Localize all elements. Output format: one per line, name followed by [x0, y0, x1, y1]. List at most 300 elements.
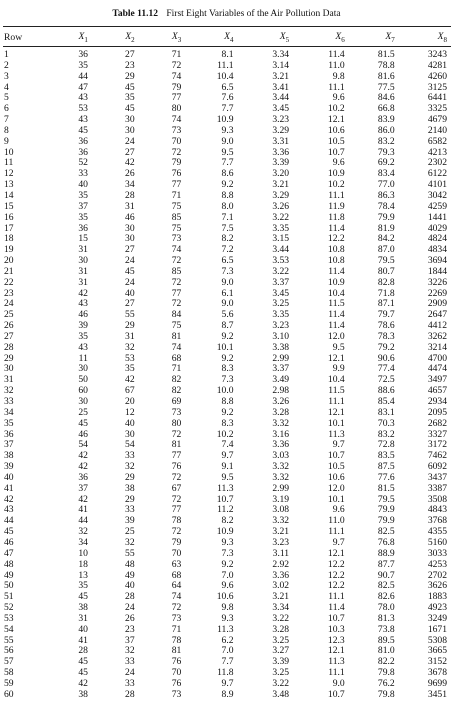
data-cell: 30 [125, 428, 135, 440]
data-cell: 75 [171, 320, 182, 332]
data-cell: 7.7 [221, 157, 234, 169]
data-cell: 76 [171, 168, 182, 180]
data-cell: 74 [171, 244, 182, 256]
data-cell: 75 [171, 200, 182, 212]
data-cell: 3694 [427, 255, 447, 267]
data-cell: 10.6 [216, 591, 234, 603]
data-cell: 90.6 [377, 352, 395, 364]
data-cell: 39 [78, 320, 88, 332]
data-cell: 69 [171, 396, 182, 407]
data-cell: 7.3 [221, 265, 234, 277]
data-cell: 10.5 [327, 461, 345, 473]
data-cell: 12.1 [327, 352, 345, 364]
data-cell: 7.4 [221, 439, 234, 451]
data-cell: 7462 [427, 450, 447, 462]
data-cell: 24 [125, 135, 135, 147]
data-cell: 73 [171, 612, 182, 624]
data-cell: 11.3 [217, 623, 234, 635]
data-cell: 12.2 [327, 569, 345, 581]
data-cell: 33 [125, 677, 135, 689]
data-cell: 10 [78, 547, 88, 559]
data-cell: 30 [78, 396, 88, 407]
data-cell: 8.8 [221, 396, 234, 407]
row-number-cell: 60 [4, 688, 14, 700]
data-cell: 8.7 [221, 320, 234, 332]
table-row [3, 484, 451, 495]
data-cell: 77.4 [377, 363, 395, 375]
data-cell: 31 [78, 612, 88, 624]
data-cell: 69.2 [377, 157, 395, 169]
row-number-cell: 56 [4, 645, 14, 657]
column-header-x6: $X_6$ [335, 30, 345, 44]
data-cell: 9.6 [332, 157, 345, 169]
data-cell: 9.5 [221, 146, 234, 158]
table-row [3, 278, 451, 289]
data-cell: 88.6 [377, 385, 395, 397]
data-cell: 7.3 [221, 547, 234, 559]
data-cell: 82.2 [377, 656, 395, 668]
data-cell: 3437 [427, 471, 447, 483]
data-cell: 72 [171, 471, 182, 483]
data-cell: 28 [125, 688, 135, 700]
data-cell: 3.02 [272, 580, 290, 592]
data-cell: 3.36 [272, 146, 290, 158]
row-number-cell: 51 [4, 591, 14, 603]
row-number-cell: 54 [4, 623, 14, 635]
data-cell: 84.6 [377, 92, 395, 104]
table-title: First Eight Variables of the Air Pollution Data [166, 9, 341, 19]
data-cell: 86.0 [377, 124, 395, 136]
data-cell: 36 [78, 146, 88, 158]
data-cell: 3.45 [272, 287, 290, 299]
row-number-cell: 4 [4, 81, 9, 93]
data-cell: 82 [171, 374, 182, 386]
data-cell: 12.1 [327, 114, 345, 126]
data-cell: 85 [171, 265, 182, 277]
data-cell: 9.1 [221, 461, 234, 473]
data-cell: 12.1 [327, 645, 345, 657]
data-cell: 9.2 [221, 352, 234, 364]
row-number-cell: 37 [4, 439, 14, 451]
data-cell: 27 [125, 146, 135, 158]
data-cell: 10.7 [327, 146, 345, 158]
data-cell: 32 [125, 461, 135, 473]
data-cell: 2702 [427, 569, 447, 581]
data-cell: 72 [171, 526, 182, 538]
row-number-cell: 21 [4, 265, 14, 277]
data-cell: 77 [171, 450, 182, 462]
data-cell: 8.2 [221, 515, 234, 527]
data-cell: 1883 [427, 591, 447, 603]
data-cell: 3.53 [272, 255, 290, 267]
row-number-cell: 19 [4, 244, 14, 256]
data-cell: 86.3 [377, 189, 395, 201]
data-cell: 77.6 [377, 471, 395, 483]
data-cell: 3.25 [272, 667, 290, 679]
data-cell: 10.0 [216, 385, 234, 397]
data-cell: 3.08 [272, 504, 290, 516]
row-number-cell: 53 [4, 612, 14, 624]
data-cell: 11.9 [328, 200, 345, 212]
row-number-cell: 34 [4, 406, 14, 418]
data-cell: 24 [125, 276, 135, 288]
air-pollution-table [3, 30, 451, 701]
data-cell: 3.29 [272, 189, 290, 201]
row-number-cell: 1 [4, 49, 9, 60]
data-cell: 3.29 [272, 124, 290, 136]
data-cell: 3.49 [272, 374, 290, 386]
row-number-cell: 17 [4, 222, 14, 234]
data-cell: 13 [78, 569, 88, 581]
data-cell: 9.5 [221, 471, 234, 483]
row-number-cell: 27 [4, 330, 14, 342]
row-number-cell: 3 [4, 70, 9, 82]
data-cell: 11.3 [328, 656, 345, 668]
data-cell: 33 [78, 168, 88, 180]
data-cell: 60 [78, 385, 88, 397]
data-cell: 9.2 [221, 179, 234, 191]
data-cell: 54 [78, 439, 88, 451]
data-cell: 10.9 [327, 168, 345, 180]
data-cell: 78.0 [377, 602, 395, 614]
data-cell: 10.4 [327, 287, 345, 299]
data-cell: 10.9 [327, 276, 345, 288]
data-cell: 4824 [427, 233, 447, 245]
data-cell: 4355 [427, 526, 447, 538]
data-cell: 10.9 [216, 526, 234, 538]
data-cell: 82.5 [377, 580, 395, 592]
data-cell: 3.26 [272, 200, 290, 212]
data-cell: 3.21 [272, 526, 290, 538]
row-number-cell: 45 [4, 526, 14, 538]
data-cell: 6.1 [221, 287, 234, 299]
data-cell: 72 [171, 298, 182, 310]
data-cell: 81.9 [377, 222, 395, 234]
data-cell: 10.1 [327, 493, 345, 505]
data-cell: 6092 [427, 461, 447, 473]
data-cell: 4253 [427, 558, 447, 570]
data-cell: 25 [125, 526, 135, 538]
row-number-cell: 12 [4, 168, 14, 180]
data-cell: 50 [78, 374, 88, 386]
data-cell: 42 [78, 450, 88, 462]
data-cell: 29 [125, 70, 135, 82]
data-cell: 3.32 [272, 417, 290, 429]
data-cell: 3.14 [272, 59, 290, 71]
data-cell: 45 [78, 417, 88, 429]
data-cell: 42 [78, 461, 88, 473]
data-cell: 3.32 [272, 461, 290, 473]
data-cell: 8.8 [221, 189, 234, 201]
data-cell: 72 [171, 276, 182, 288]
data-cell: 74 [171, 114, 182, 126]
data-cell: 3.23 [272, 536, 290, 548]
data-cell: 3387 [427, 482, 447, 494]
data-cell: 9699 [427, 677, 447, 689]
data-cell: 5160 [427, 536, 447, 548]
data-cell: 20 [125, 396, 135, 407]
data-cell: 73 [171, 233, 182, 245]
data-cell: 12.0 [327, 482, 345, 494]
data-cell: 82 [171, 385, 182, 397]
data-cell: 25 [78, 406, 88, 418]
row-number-cell: 14 [4, 189, 14, 201]
data-cell: 11.1 [328, 591, 345, 603]
data-cell: 70 [171, 135, 182, 147]
data-cell: 11.3 [328, 428, 345, 440]
data-cell: 3327 [427, 428, 447, 440]
data-cell: 32 [125, 645, 135, 657]
data-cell: 5308 [427, 634, 447, 646]
data-cell: 15 [78, 233, 88, 245]
data-cell: 9.9 [332, 363, 345, 375]
data-cell: 2909 [427, 298, 447, 310]
data-cell: 55 [125, 547, 135, 559]
data-cell: 7.3 [221, 374, 234, 386]
data-cell: 7.2 [221, 244, 234, 256]
data-cell: 81.5 [377, 482, 395, 494]
data-cell: 70.3 [377, 417, 395, 429]
data-cell: 36 [78, 49, 88, 60]
data-cell: 9.3 [221, 536, 234, 548]
data-cell: 78.6 [377, 320, 395, 332]
data-cell: 77 [171, 179, 182, 191]
data-cell: 45 [125, 103, 135, 115]
row-number-cell: 20 [4, 255, 14, 267]
data-cell: 41 [78, 504, 88, 516]
data-cell: 11.8 [217, 667, 234, 679]
data-cell: 84 [171, 309, 182, 321]
data-cell: 11.5 [328, 385, 345, 397]
data-cell: 8.0 [221, 200, 234, 212]
data-cell: 3243 [427, 49, 447, 60]
data-cell: 87.7 [377, 558, 395, 570]
data-cell: 3.35 [272, 222, 290, 234]
data-cell: 73 [171, 688, 182, 700]
row-number-cell: 57 [4, 656, 14, 668]
data-cell: 79 [171, 536, 182, 548]
data-cell: 3497 [427, 374, 447, 386]
data-cell: 11.1 [328, 81, 345, 93]
column-header-x8: $X_8$ [437, 30, 447, 44]
data-cell: 78.8 [377, 59, 395, 71]
data-cell: 81 [171, 330, 182, 342]
row-number-cell: 6 [4, 103, 9, 115]
data-cell: 10.1 [327, 417, 345, 429]
data-cell: 45 [78, 591, 88, 603]
data-cell: 81.3 [377, 612, 395, 624]
data-cell: 85 [171, 211, 182, 223]
data-cell: 76.8 [377, 536, 395, 548]
data-cell: 9.8 [221, 602, 234, 614]
row-number-cell: 50 [4, 580, 14, 592]
data-cell: 49 [125, 569, 135, 581]
data-cell: 3.26 [272, 396, 290, 407]
data-cell: 81.0 [377, 645, 395, 657]
data-cell: 3.15 [272, 233, 290, 245]
data-cell: 9.3 [221, 124, 234, 136]
data-cell: 81 [171, 645, 182, 657]
data-cell: 27 [125, 244, 135, 256]
data-cell: 3214 [427, 341, 447, 353]
data-cell: 71 [171, 49, 182, 60]
data-cell: 45 [78, 656, 88, 668]
data-cell: 31 [125, 330, 135, 342]
data-cell: 3.41 [272, 81, 290, 93]
data-cell: 74 [171, 591, 182, 603]
data-cell: 2269 [427, 287, 447, 299]
data-cell: 7.1 [221, 211, 234, 223]
data-cell: 89.5 [377, 634, 395, 646]
column-header-x7: $X_7$ [385, 30, 395, 44]
data-cell: 3.28 [272, 623, 290, 635]
data-cell: 3626 [427, 580, 447, 592]
data-cell: 80 [171, 417, 182, 429]
data-cell: 68 [171, 352, 182, 364]
data-cell: 9.7 [221, 677, 234, 689]
data-cell: 74 [171, 70, 182, 82]
data-cell: 75 [171, 222, 182, 234]
data-cell: 53 [125, 352, 135, 364]
data-cell: 46 [78, 428, 88, 440]
row-number-cell: 29 [4, 352, 14, 364]
data-cell: 12.2 [327, 233, 345, 245]
data-cell: 72 [171, 602, 182, 614]
data-cell: 74 [171, 341, 182, 353]
data-cell: 30 [125, 233, 135, 245]
data-cell: 3.22 [272, 265, 290, 277]
data-cell: 46 [78, 309, 88, 321]
row-number-cell: 15 [4, 200, 14, 212]
data-cell: 12.2 [327, 558, 345, 570]
data-cell: 82.5 [377, 526, 395, 538]
data-cell: 36 [78, 135, 88, 147]
data-cell: 2934 [427, 396, 447, 407]
data-cell: 30 [125, 124, 135, 136]
data-cell: 72 [171, 428, 182, 440]
data-cell: 8.9 [221, 688, 234, 700]
data-cell: 78.4 [377, 200, 395, 212]
data-cell: 3.44 [272, 92, 290, 104]
data-cell: 84.2 [377, 233, 395, 245]
row-number-cell: 7 [4, 114, 9, 126]
row-number-cell: 36 [4, 428, 14, 440]
data-cell: 3.34 [272, 602, 290, 614]
data-cell: 4679 [427, 114, 447, 126]
data-cell: 28 [78, 645, 88, 657]
row-number-cell: 41 [4, 482, 14, 494]
row-number-cell: 35 [4, 417, 14, 429]
data-cell: 79.2 [377, 341, 395, 353]
data-cell: 9.5 [332, 341, 345, 353]
row-number-cell: 58 [4, 667, 14, 679]
data-cell: 3.35 [272, 309, 290, 321]
data-cell: 9.7 [332, 536, 345, 548]
data-cell: 3.23 [272, 320, 290, 332]
data-cell: 71.8 [377, 287, 395, 299]
data-cell: 37 [78, 482, 88, 494]
data-cell: 12.0 [327, 330, 345, 342]
data-cell: 76 [171, 656, 182, 668]
data-cell: 80 [171, 103, 182, 115]
data-cell: 4101 [427, 179, 447, 191]
data-cell: 31 [78, 276, 88, 288]
data-cell: 43 [78, 92, 88, 104]
data-cell: 79.9 [377, 504, 395, 516]
data-cell: 79.8 [377, 688, 395, 700]
table-label: Table 11.12 [112, 9, 158, 19]
data-cell: 36 [78, 222, 88, 234]
data-cell: 40 [78, 179, 88, 191]
data-cell: 34 [125, 179, 135, 191]
row-number-cell: 18 [4, 233, 14, 245]
data-cell: 11.1 [217, 59, 234, 71]
data-cell: 2.92 [272, 558, 290, 570]
data-cell: 11.1 [328, 189, 345, 201]
data-cell: 4700 [427, 352, 447, 364]
data-cell: 54 [125, 439, 135, 451]
data-cell: 3.38 [272, 341, 290, 353]
data-cell: 67 [125, 385, 135, 397]
data-cell: 81.6 [377, 70, 395, 82]
data-cell: 9.0 [332, 677, 345, 689]
table-row [3, 213, 451, 224]
data-cell: 11.8 [328, 211, 345, 223]
data-cell: 3.10 [272, 330, 290, 342]
data-cell: 40 [125, 580, 135, 592]
row-number-cell: 55 [4, 634, 14, 646]
row-number-cell: 52 [4, 602, 14, 614]
data-cell: 90.7 [377, 569, 395, 581]
data-cell: 76.2 [377, 677, 395, 689]
data-cell: 29 [125, 471, 135, 483]
data-cell: 35 [78, 59, 88, 71]
row-number-cell: 49 [4, 569, 14, 581]
data-cell: 72 [171, 255, 182, 267]
data-cell: 32 [125, 536, 135, 548]
data-cell: 9.6 [221, 580, 234, 592]
data-cell: 11.3 [217, 482, 234, 494]
data-cell: 3.37 [272, 363, 290, 375]
data-cell: 35 [78, 211, 88, 223]
data-cell: 6.2 [221, 634, 234, 646]
data-cell: 45 [125, 265, 135, 277]
data-cell: 3.39 [272, 157, 290, 169]
data-cell: 4029 [427, 222, 447, 234]
data-cell: 3508 [427, 493, 447, 505]
data-cell: 2302 [427, 157, 447, 169]
data-cell: 42 [78, 677, 88, 689]
data-cell: 4834 [427, 244, 447, 256]
row-number-cell: 30 [4, 363, 14, 375]
data-cell: 2.99 [272, 352, 290, 364]
data-cell: 3.48 [272, 688, 290, 700]
data-cell: 43 [78, 298, 88, 310]
data-cell: 12.1 [327, 406, 345, 418]
data-cell: 3.32 [272, 471, 290, 483]
data-cell: 66.8 [377, 103, 395, 115]
data-cell: 43 [78, 341, 88, 353]
data-cell: 79 [171, 81, 182, 93]
data-cell: 35 [78, 580, 88, 592]
data-cell: 4281 [427, 59, 447, 71]
row-number-cell: 33 [4, 396, 14, 407]
data-cell: 30 [125, 114, 135, 126]
data-cell: 29 [125, 493, 135, 505]
data-cell: 10.7 [327, 612, 345, 624]
data-cell: 10.7 [327, 450, 345, 462]
data-cell: 72 [171, 59, 182, 71]
